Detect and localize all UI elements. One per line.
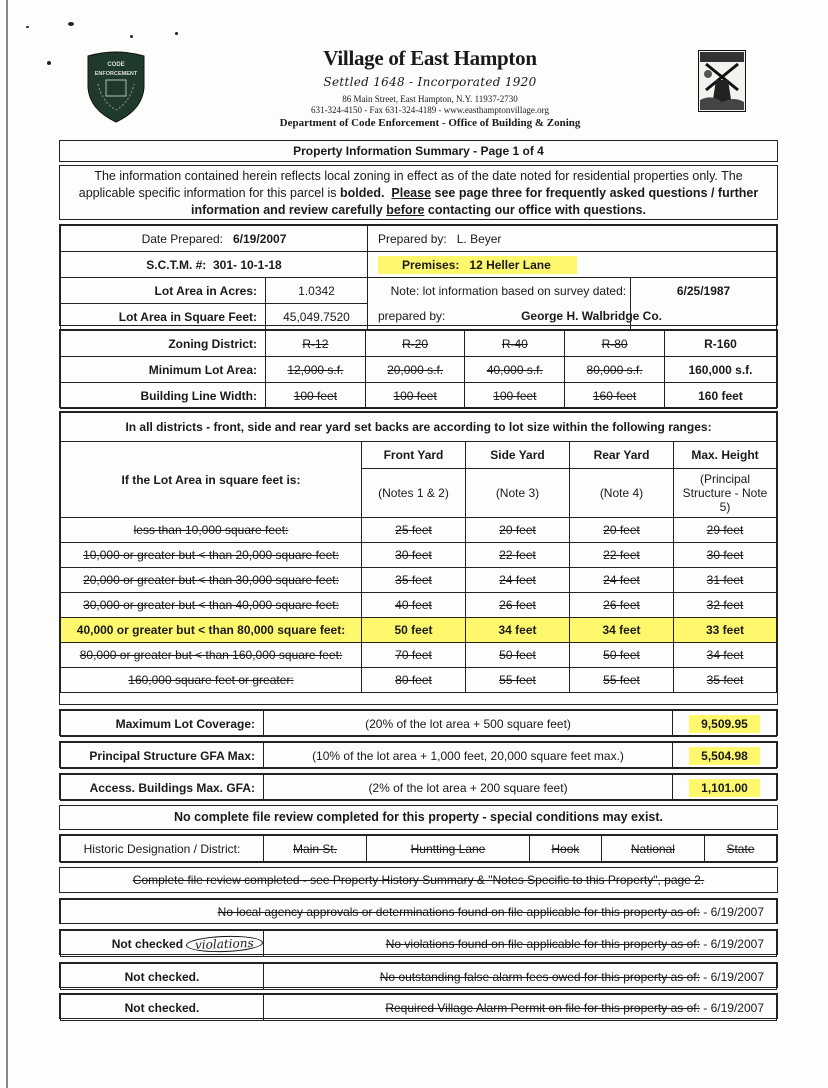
max-height-note: (Principal Structure - Note 5) xyxy=(674,469,777,518)
side-yard-cell: 22 feet xyxy=(466,543,570,568)
setback-row xyxy=(61,593,777,618)
setbacks-table xyxy=(59,411,778,705)
check-status-cell xyxy=(61,964,264,990)
survey-prepared-by-value: George H. Walbridge Co. xyxy=(521,304,667,330)
front-yard-cell: 70 feet xyxy=(362,643,466,668)
property-info-table xyxy=(59,224,778,326)
building-line-label: Building Line Width: xyxy=(61,383,266,409)
lot-range-cell: less than 10,000 square feet: xyxy=(61,518,362,543)
building-line-row xyxy=(61,383,777,409)
sctm-cell xyxy=(61,252,368,278)
file-review-notice: No complete file review completed for this property - special conditions may exist. xyxy=(59,805,778,830)
building-line-cell: 100 feet xyxy=(465,383,565,409)
max-height-cell: 31 feet xyxy=(674,568,777,593)
intro-bolded: bolded. xyxy=(340,186,385,200)
coverage-label: Maximum Lot Coverage: xyxy=(61,711,264,737)
min-lot-area-cell: 160,000 s.f. xyxy=(664,357,776,383)
rear-yard-cell: 34 feet xyxy=(570,618,674,643)
scan-speck xyxy=(47,61,51,65)
front-yard-cell: 40 feet xyxy=(362,593,466,618)
max-height-cell: 32 feet xyxy=(674,593,777,618)
coverage-label: Access. Buildings Max. GFA: xyxy=(61,775,264,801)
front-yard-cell: 35 feet xyxy=(362,568,466,593)
check-status: Not checked xyxy=(111,936,184,951)
rear-yard-cell: 55 feet xyxy=(570,668,674,693)
max-height-cell: 35 feet xyxy=(674,668,777,693)
zoning-district-cell: R-80 xyxy=(565,331,665,357)
lot-acres-label: Lot Area in Acres: xyxy=(61,278,266,304)
lot-sqft-value: 45,049.7520 xyxy=(266,304,368,330)
check-text: No outstanding false alarm fees owed for this property as of: xyxy=(379,969,700,984)
letterhead xyxy=(60,40,790,140)
check-row xyxy=(59,993,778,1019)
lot-sqft-label: Lot Area in Square Feet: xyxy=(61,304,266,330)
side-yard-cell: 50 feet xyxy=(466,643,570,668)
intro-notice xyxy=(59,165,778,220)
premises-value: 12 Heller Lane xyxy=(469,257,551,272)
building-line-cell: 100 feet xyxy=(365,383,465,409)
min-lot-area-cell: 80,000 s.f. xyxy=(565,357,665,383)
lot-range-cell: 40,000 or greater but < than 80,000 square feet: xyxy=(61,618,362,643)
date-prepared-label: Date Prepared: xyxy=(141,231,223,246)
max-height-cell: 33 feet xyxy=(674,618,777,643)
rear-yard-cell: 26 feet xyxy=(570,593,674,618)
check-row xyxy=(59,962,778,988)
intro-please: Please xyxy=(391,186,432,200)
check-status-cell xyxy=(61,995,264,1021)
max-height-cell: 34 feet xyxy=(674,643,777,668)
side-yard-cell: 34 feet xyxy=(466,618,570,643)
check-text-cell xyxy=(61,900,777,924)
village-name: Village of East Hampton xyxy=(323,46,537,70)
check-row xyxy=(59,898,778,924)
prepared-by-value: L. Beyer xyxy=(456,231,502,246)
side-yard-note: (Note 3) xyxy=(466,469,570,518)
lot-range-cell: 20,000 or greater but < than 30,000 square feet: xyxy=(61,568,362,593)
zoning-table xyxy=(59,329,778,408)
min-lot-area-cell: 12,000 s.f. xyxy=(266,357,366,383)
scan-speck xyxy=(130,35,133,38)
max-height-cell: 30 feet xyxy=(674,543,777,568)
rear-yard-cell: 20 feet xyxy=(570,518,674,543)
coverage-value: 9,509.95 xyxy=(689,715,760,733)
zoning-district-cell: R-20 xyxy=(365,331,465,357)
zoning-district-label: Zoning District: xyxy=(61,331,266,357)
historic-option: Hook xyxy=(529,836,601,863)
windmill-logo-icon xyxy=(698,50,746,112)
rear-yard-cell: 50 feet xyxy=(570,643,674,668)
front-yard-cell: 25 feet xyxy=(362,518,466,543)
handwritten-annotation: violations xyxy=(186,934,263,953)
coverage-row xyxy=(59,741,778,768)
check-date: - 6/19/2007 xyxy=(703,969,764,984)
sctm-label: S.C.T.M. #: xyxy=(146,257,207,272)
intro-text-3: contacting our office with questions. xyxy=(424,203,646,217)
intro-text-1: The information contained herein reflects local zoning in effect as of the date noted for residential properties only. The applicable specific information for this parcel is xyxy=(78,169,743,200)
historic-option: Huntting Lane xyxy=(367,836,530,863)
setback-row xyxy=(61,643,777,668)
coverage-value-cell xyxy=(673,711,777,737)
lot-range-cell: 10,000 or greater but < than 20,000 square feet: xyxy=(61,543,362,568)
coverage-value: 5,504.98 xyxy=(689,747,760,765)
side-yard-cell: 55 feet xyxy=(466,668,570,693)
intro-before: before xyxy=(386,203,425,217)
letterhead-text xyxy=(200,46,660,129)
front-yard-note: (Notes 1 & 2) xyxy=(362,469,466,518)
date-prepared-cell xyxy=(61,226,368,252)
coverage-formula: (10% of the lot area + 1,000 feet, 20,000 square feet max.) xyxy=(264,743,673,769)
check-status: Not checked. xyxy=(124,969,200,984)
premises-cell xyxy=(368,252,777,278)
check-date: - 6/19/2007 xyxy=(703,936,764,951)
rear-yard-header: Rear Yard xyxy=(570,442,674,469)
date-prepared-value: 6/19/2007 xyxy=(233,231,287,246)
building-line-cell: 100 feet xyxy=(266,383,366,409)
setback-row xyxy=(61,543,777,568)
scan-speck xyxy=(68,22,74,26)
zoning-district-cell: R-12 xyxy=(266,331,366,357)
front-yard-cell: 30 feet xyxy=(362,543,466,568)
setback-row xyxy=(61,668,777,693)
page-title: Property Information Summary - Page 1 of 4 xyxy=(59,140,778,162)
survey-date: 6/25/1987 xyxy=(631,278,777,304)
scan-edge-line xyxy=(6,0,8,1088)
premises-label: Premises: xyxy=(402,257,460,272)
historic-option: Main St. xyxy=(264,836,367,863)
front-yard-header: Front Yard xyxy=(362,442,466,469)
zoning-district-cell: R-40 xyxy=(465,331,565,357)
check-status-cell xyxy=(61,931,264,957)
village-address: 86 Main Street, East Hampton, N.Y. 11937-2730 xyxy=(342,94,518,104)
complete-review-note: Complete file review completed - see Property History Summary & "Notes Specific to this Property", page 2. xyxy=(59,867,778,893)
scan-speck xyxy=(175,32,178,35)
rear-yard-cell: 22 feet xyxy=(570,543,674,568)
coverage-formula: (2% of the lot area + 200 square feet) xyxy=(264,775,673,801)
coverage-value-cell xyxy=(673,775,777,801)
intro-text-2: see page three for frequently asked questions / further information and review carefully xyxy=(191,186,759,217)
coverage-formula: (20% of the lot area + 500 square feet) xyxy=(264,711,673,737)
code-enforcement-seal-icon xyxy=(84,50,148,124)
check-status: Not checked. xyxy=(124,1000,200,1015)
rear-yard-cell: 24 feet xyxy=(570,568,674,593)
min-lot-area-row xyxy=(61,357,777,383)
check-text: No local agency approvals or determinations found on file applicable for this property as of: xyxy=(217,904,700,919)
setbacks-heading: In all districts - front, side and rear yard set backs are according to lot size within the following ranges: xyxy=(61,413,777,442)
side-yard-cell: 26 feet xyxy=(466,593,570,618)
lot-acres-value: 1.0342 xyxy=(266,278,368,304)
building-line-cell: 160 feet xyxy=(664,383,776,409)
check-text: No violations found on file applicable for this property as of: xyxy=(385,936,700,951)
min-lot-area-cell: 40,000 s.f. xyxy=(465,357,565,383)
front-yard-cell: 50 feet xyxy=(362,618,466,643)
coverage-row xyxy=(59,773,778,800)
zoning-district-row xyxy=(61,331,777,357)
svg-text:CODE: CODE xyxy=(107,62,125,68)
side-yard-header: Side Yard xyxy=(466,442,570,469)
building-line-cell: 160 feet xyxy=(565,383,665,409)
lot-range-cell: 30,000 or greater but < than 40,000 square feet: xyxy=(61,593,362,618)
setback-row xyxy=(61,518,777,543)
coverage-value: 1,101.00 xyxy=(689,779,760,797)
setback-row xyxy=(61,618,777,643)
village-contact: 631-324-4150 - Fax 631-324-4189 - www.easthamptonvillage.org xyxy=(311,105,549,115)
check-row xyxy=(59,929,778,955)
historic-option: National xyxy=(601,836,704,863)
min-lot-area-cell: 20,000 s.f. xyxy=(365,357,465,383)
max-height-cell: 29 feet xyxy=(674,518,777,543)
lot-range-cell: 80,000 or greater but < than 160,000 square feet: xyxy=(61,643,362,668)
check-text: Required Village Alarm Permit on file for this property as of: xyxy=(385,1000,700,1015)
zoning-district-cell: R-160 xyxy=(664,331,776,357)
svg-text:ENFORCEMENT: ENFORCEMENT xyxy=(94,71,138,77)
side-yard-cell: 24 feet xyxy=(466,568,570,593)
check-text-cell xyxy=(264,995,777,1021)
historic-designation-table xyxy=(59,834,778,862)
historic-option: State xyxy=(704,836,776,863)
coverage-row xyxy=(59,709,778,736)
check-text-cell xyxy=(264,964,777,990)
sctm-value: 301- 10-1-18 xyxy=(212,257,282,272)
lot-area-header: If the Lot Area in square feet is: xyxy=(61,442,362,518)
rear-yard-note: (Note 4) xyxy=(570,469,674,518)
prepared-by-label: Prepared by: xyxy=(378,231,447,246)
setback-row xyxy=(61,568,777,593)
max-height-header: Max. Height xyxy=(674,442,777,469)
premises-highlight xyxy=(378,256,577,274)
check-date: - 6/19/2007 xyxy=(703,1000,764,1015)
lot-range-cell: 160,000 square feet or greater: xyxy=(61,668,362,693)
survey-note-label: Note: lot information based on survey dated: xyxy=(368,278,631,304)
coverage-label: Principal Structure GFA Max: xyxy=(61,743,264,769)
coverage-value-cell xyxy=(673,743,777,769)
village-motto: Settled 1648 - Incorporated 1920 xyxy=(323,75,537,89)
min-lot-area-label: Minimum Lot Area: xyxy=(61,357,266,383)
scan-speck xyxy=(26,26,29,28)
prepared-by-cell xyxy=(368,226,777,252)
front-yard-cell: 80 feet xyxy=(362,668,466,693)
historic-label: Historic Designation / District: xyxy=(61,836,264,863)
check-text-cell xyxy=(264,931,777,957)
check-date: - 6/19/2007 xyxy=(703,904,764,919)
department-name: Department of Code Enforcement - Office of Building & Zoning xyxy=(279,117,581,129)
survey-prepared-by-label: prepared by: xyxy=(368,304,631,330)
side-yard-cell: 20 feet xyxy=(466,518,570,543)
